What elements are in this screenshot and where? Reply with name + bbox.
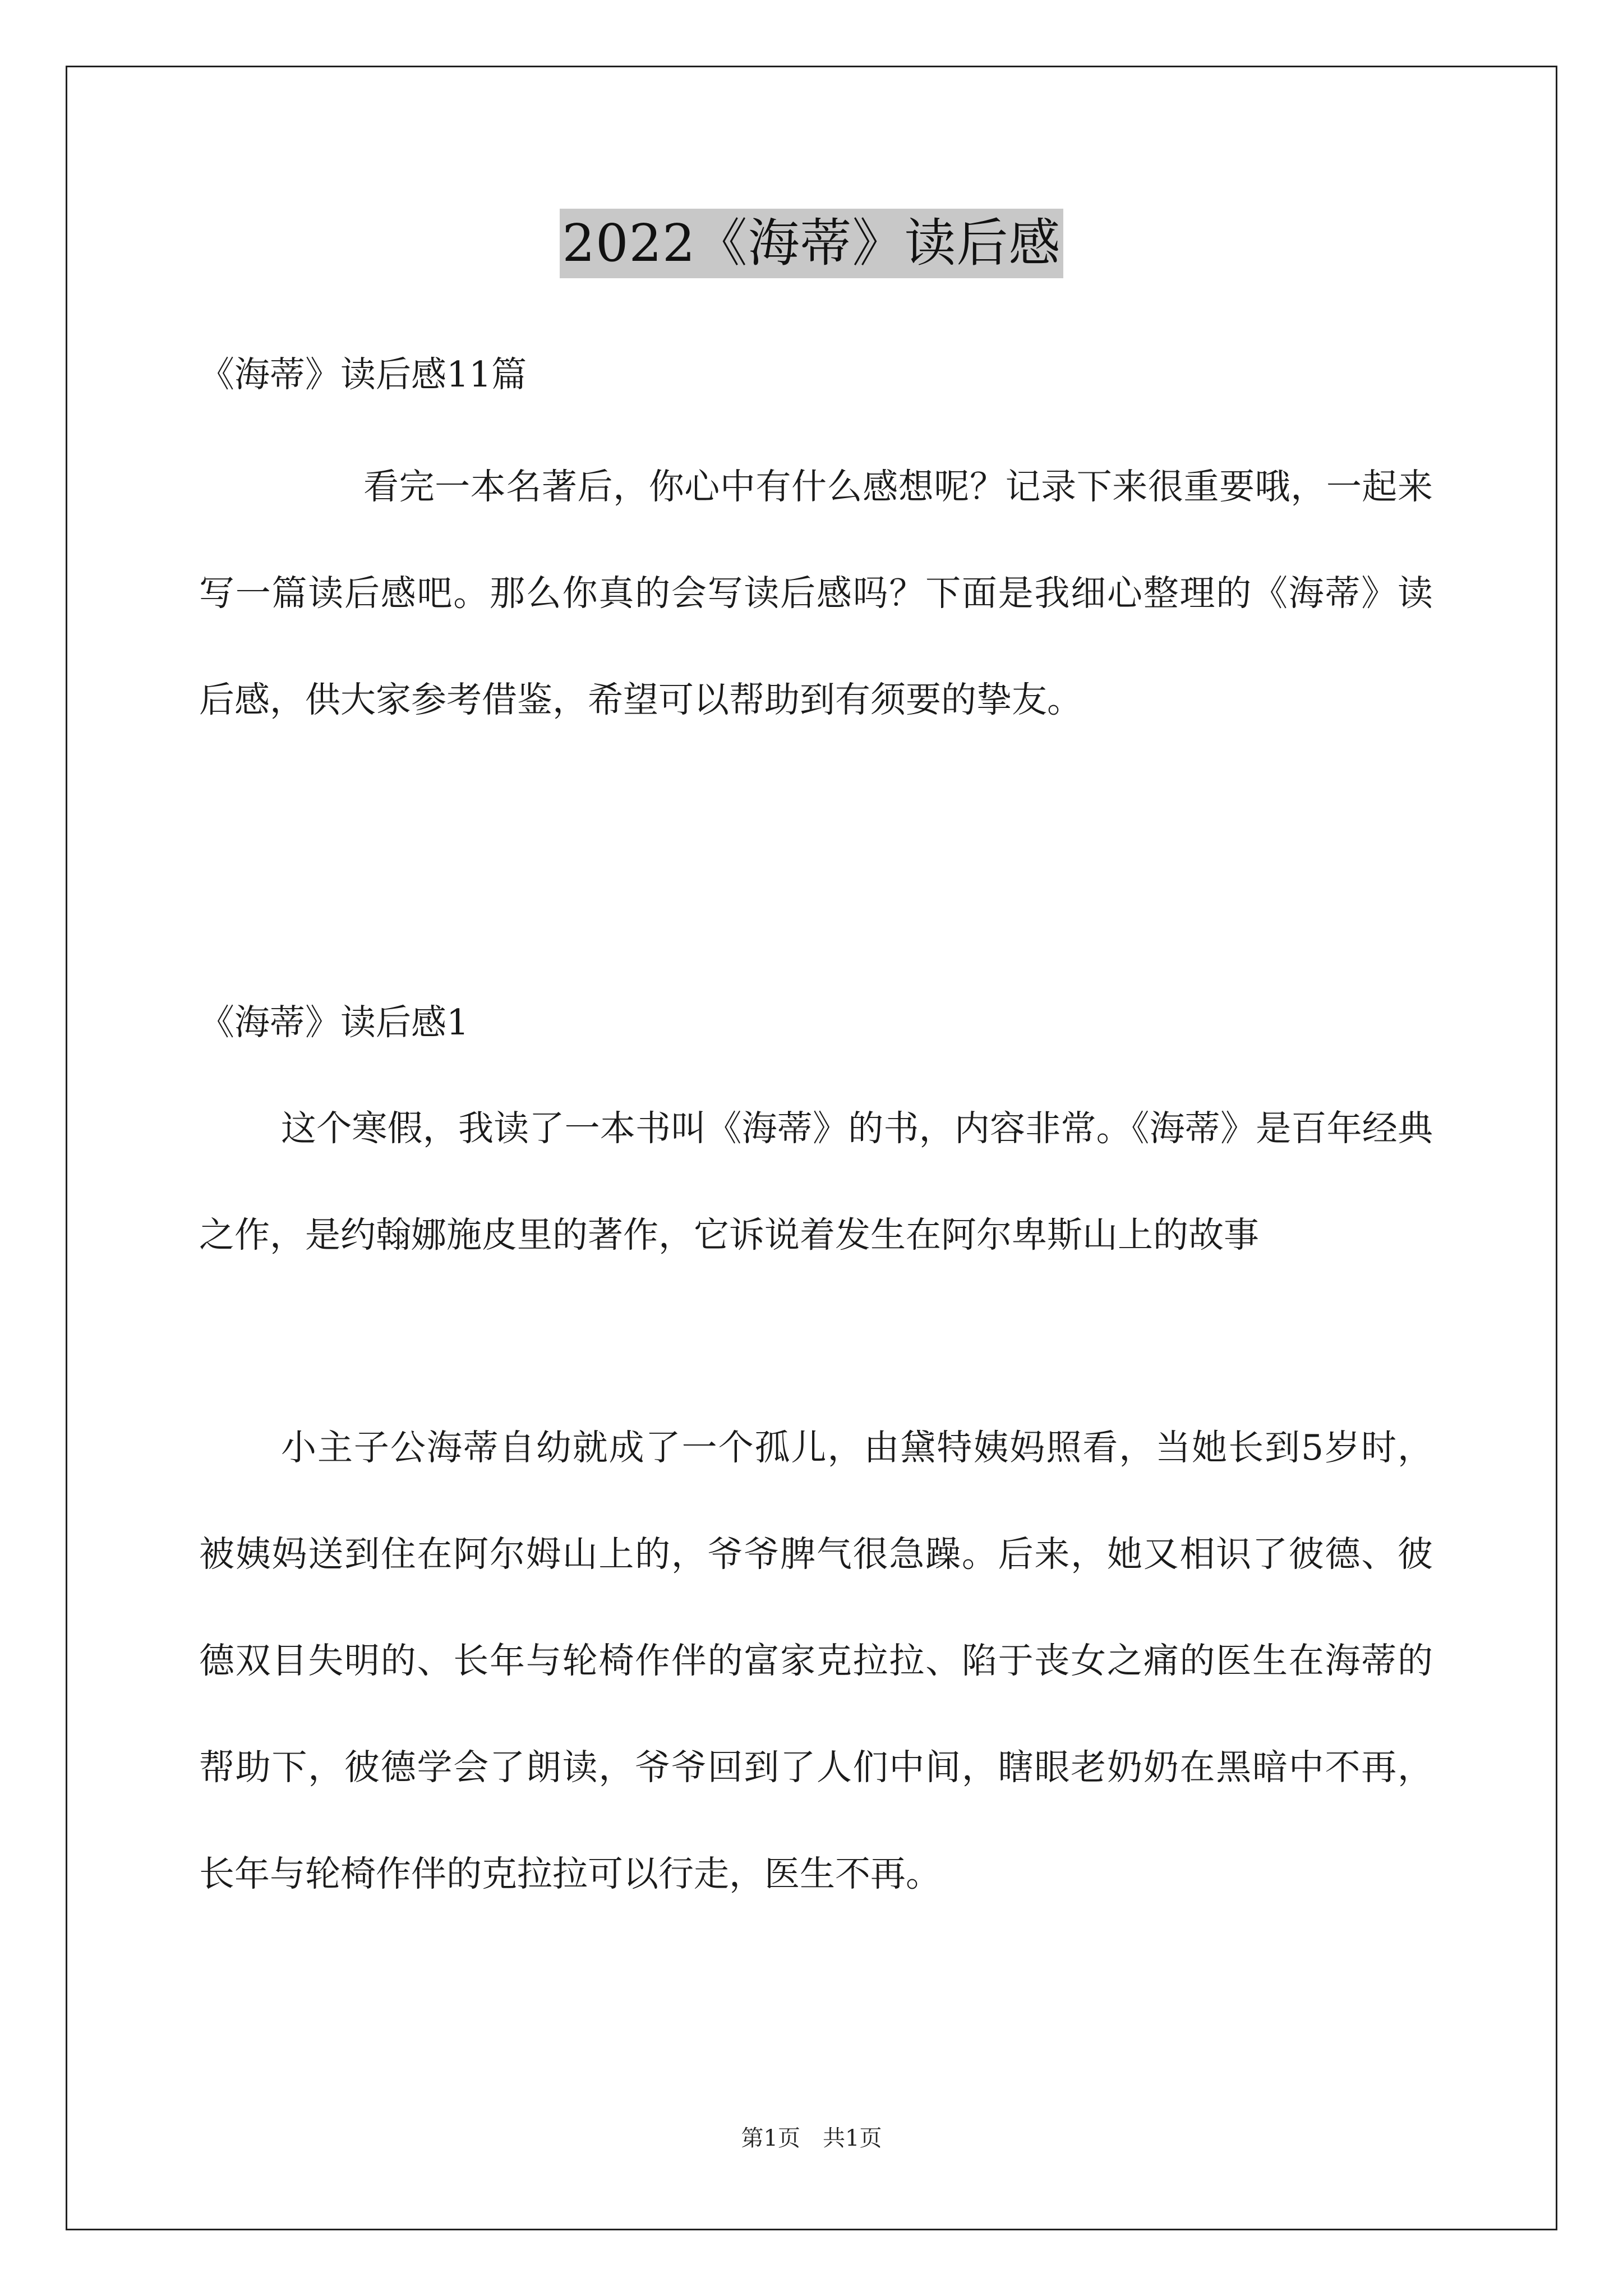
body-paragraph-1: 这个寒假，我读了一本书叫《海蒂》的书，内容非常。《海蒂》是百年经典之作，是约翰娜施皮里的著作，它诉说着发生在阿尔卑斯山上的故事 (199, 1108, 1433, 1255)
body-paragraph-2: 小主子公海蒂自幼就成了一个孤儿，由黛特姨妈照看，当她长到5岁时，被姨妈送到住在阿尔姆山上的，爷爷脾气很急躁。后来，她又相识了彼德、彼德双目失明的、长年与轮椅作伴的富家克拉拉、陷于丧女之痛的医生在海蒂的帮助下，彼德学会了朗读，爷爷回到了人们中间，瞎眼老奶奶在黑暗中不再，长年与轮椅作伴的克拉拉可以行走，医生不再。 (199, 1427, 1433, 1894)
document-title: 2022《海蒂》读后感 (560, 209, 1063, 278)
section-heading: 《海蒂》读后感1 (199, 1002, 469, 1043)
page-footer: 第1页 共1页 (741, 2125, 882, 2151)
document-subtitle: 《海蒂》读后感11篇 (199, 354, 527, 395)
intro-paragraph: 看完一本名著后，你心中有什么感想呢？记录下来很重要哦，一起来写一篇读后感吧。那么你真的会写读后感吗？下面是我细心整理的《海蒂》读后感，供大家参考借鉴，希望可以帮助到有须要的挚友。 (199, 466, 1433, 720)
title-container (0, 209, 1623, 278)
